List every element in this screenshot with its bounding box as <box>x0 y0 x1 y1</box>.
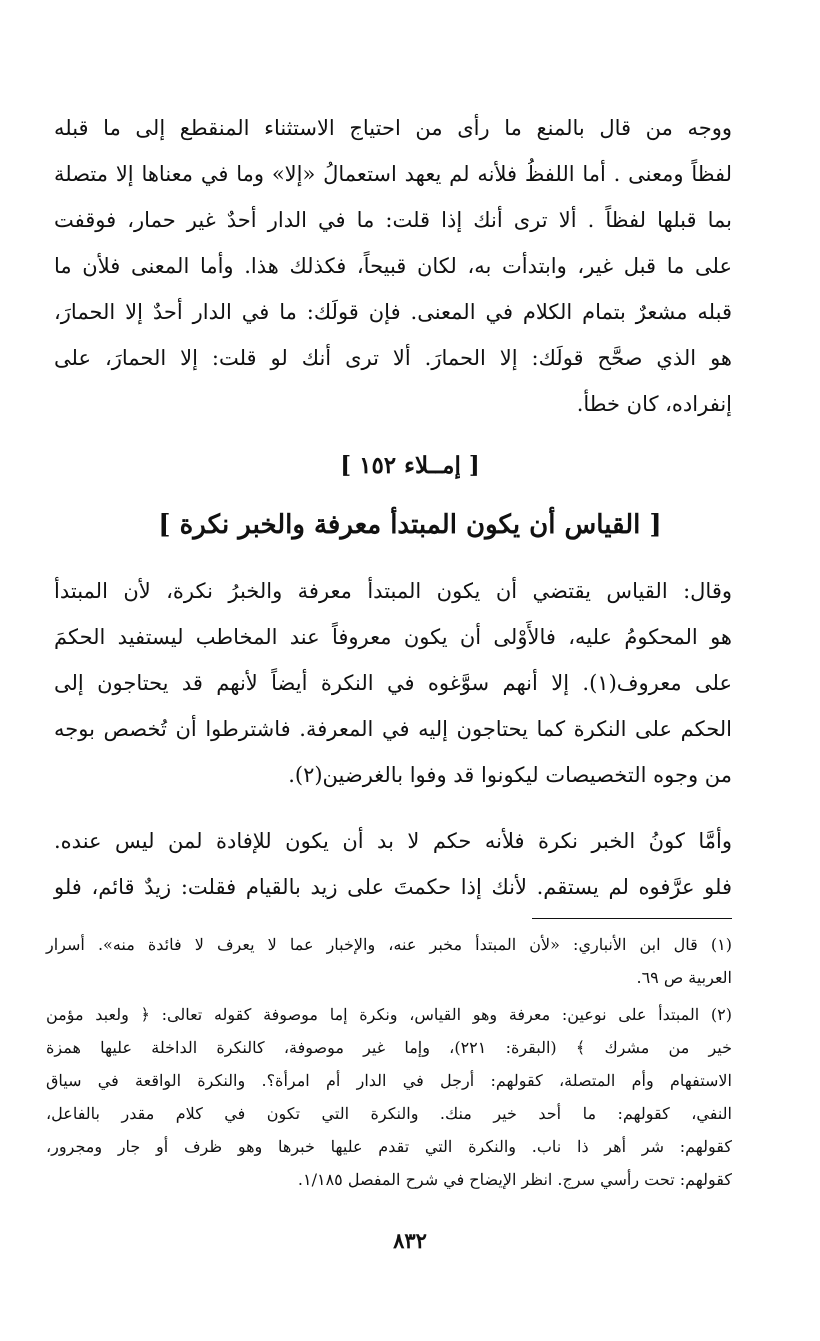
footnote-1-line: (١) قال ابن الأنباري: «لأن المبتدأ مخبر عنه، والإخبار عما لا يعرف لا فائدة منه». أسرار <box>46 935 732 954</box>
text-line: من وجوه التخصيصات ليكونوا قد وفوا بالغرضين(٢). <box>288 763 732 787</box>
section-title: [ القياس أن يكون المبتدأ معرفة والخبر نكرة ] <box>158 510 662 540</box>
footnote-divider <box>532 918 732 919</box>
text-line: لفظاً ومعنى . أما اللفظُ فلأنه لم يعهد استعمالُ «إلا» وما في معناها إلا متصلة <box>54 162 732 186</box>
text-line: على ما قبل غير، وابتدأت به، لكان قبيحاً، فكذلك هذا. وأما المعنى فلأن ما <box>54 254 732 278</box>
text-line: الحكم على النكرة كما يحتاجون إليه في المعرفة. فاشترطوا أن تُخصص بوجه <box>54 717 732 741</box>
footnote-2-line: كقولهم: شر أهر ذا ناب. والنكرة التي تقدم عليها خبرها وهو ظرف أو جار ومجرور، <box>46 1137 732 1156</box>
text-line: وأمَّا كونُ الخبر نكرة فلأنه حكم لا بد أن يكون للإفادة لمن ليس عنده. <box>54 829 732 853</box>
dictation-heading: [ إمــلاء ١٥٢ ] <box>340 452 480 479</box>
footnote-2-line: النفي، كقولهم: ما أحد خير منك. والنكرة التي تكون في كلام مقدر بالفاعل، <box>46 1104 732 1123</box>
footnote-2-line: خير من مشرك ﴾ (البقرة: ٢٢١)، وإما غير موصوفة، كالنكرة الداخلة عليها همزة <box>46 1038 733 1057</box>
text-line: هو الذي صحَّح قولَك: إلا الحمارَ. ألا ترى أنك لو قلت: إلا الحمارَ، على <box>54 346 732 370</box>
paragraph-exception-argument <box>54 105 732 427</box>
text-line: فلو عرَّفوه لم يستقم. لأنك إذا حكمتَ على زيد بالقيام فقلت: زيدٌ قائم، فلو <box>54 875 732 899</box>
text-line: قبله مشعرٌ بتمام الكلام في المعنى. فإن قولَك: ما في الدار أحدٌ إلا الحمارَ، <box>54 300 732 324</box>
page-number: ٨٣٢ <box>393 1228 427 1253</box>
paragraph-definite-subject <box>54 568 732 798</box>
paragraph-indefinite-predicate <box>54 818 732 910</box>
footnote-1-line: العربية ص ٦٩. <box>636 968 732 987</box>
footnote-2-line: الاستفهام وأم المتصلة، كقولهم: أرجل في الدار أم امرأة؟. والنكرة الواقعة في سياق <box>46 1071 732 1090</box>
text-line: بما قبلها لفظاً . ألا ترى أنك إذا قلت: ما في الدار أحدٌ غير حمار، فوقفت <box>54 208 732 232</box>
text-line: على معروف(١). إلا أنهم سوَّغوه في النكرة أيضاً لأنهم قد يحتاجون إلى <box>54 671 733 695</box>
footnotes <box>46 928 732 1196</box>
footnote-2-line: (٢) المبتدأ على نوعين: معرفة وهو القياس، ونكرة إما موصوفة كقوله تعالى: ﴿ ولعبد مؤمن <box>46 1005 732 1024</box>
text-line: ووجه من قال بالمنع ما رأى من احتياج الاستثناء المنقطع إلى ما قبله <box>54 116 732 140</box>
text-line: هو المحكومُ عليه، فالأَوْلى أن يكون معروفاً عند المخاطب ليستفيد الحكمَ <box>54 625 732 649</box>
text-line: وقال: القياس يقتضي أن يكون المبتدأ معرفة والخبرُ نكرة، لأن المبتدأ <box>54 579 732 603</box>
text-line: إنفراده، كان خطأ. <box>576 392 732 416</box>
footnote-2-line: كقولهم: تحت رأسي سرج. انظر الإيضاح في شرح المفصل ١/١٨٥. <box>297 1170 732 1189</box>
